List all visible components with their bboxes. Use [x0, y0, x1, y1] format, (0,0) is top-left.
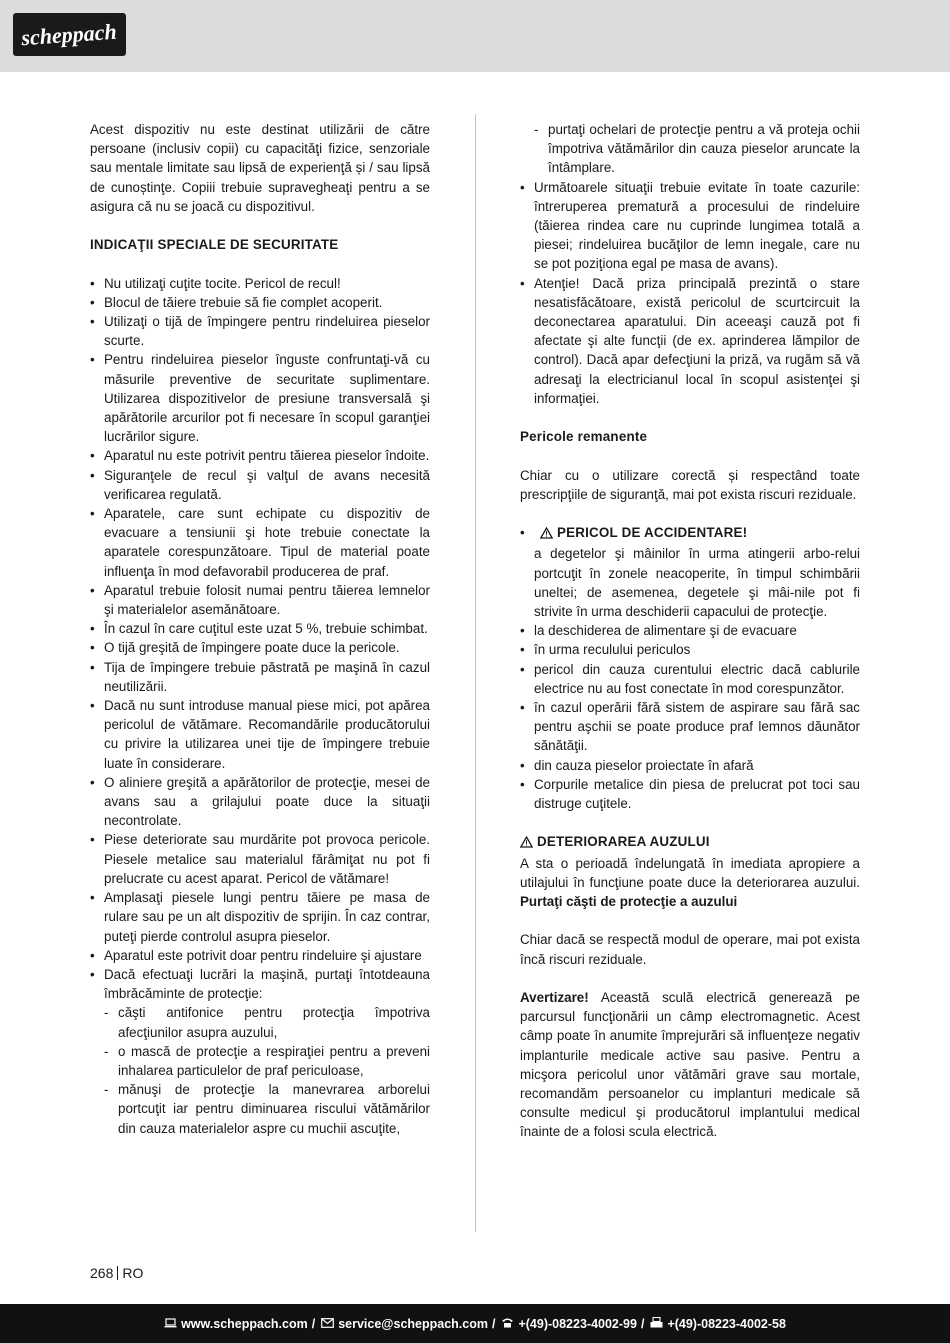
residual-intro: Chiar cu o utilizare corectă și respectând toate prescripţiile de siguranţă, mai pot exista riscuri reziduale. [520, 467, 860, 502]
list-item: • Corpurile metalice din piesa de prelucrat pot toci sau distruge cuţitele. [520, 775, 860, 813]
accident-item [520, 523, 860, 621]
footer-web-text[interactable]: www.scheppach.com [181, 1316, 308, 1331]
warning-triangle-icon [540, 525, 553, 544]
protective-gear-list-continued [520, 120, 860, 178]
brand-logo [13, 13, 126, 56]
warning-paragraph [520, 988, 860, 1142]
list-item: • O tijă greşită de împingere poate duce la pericole. [90, 638, 430, 657]
list-item: • Nu utilizaţi cuţite tocite. Pericol de recul! [90, 274, 430, 293]
list-item: • Aparatul trebuie folosit numai pentru tăierea lemnelor şi materialelor asemănătoare. [90, 581, 430, 619]
list-item: • Utilizaţi o tijă de împingere pentru rindeluirea pieselor scurte. [90, 312, 430, 350]
hearing-heading-line [520, 832, 860, 853]
hearing-heading: DETERIORAREA AUZULUI [537, 834, 710, 850]
sub-list-item: - mănuşi de protecţie la manevrarea arborelui portcuţit iar pentru diminuarea riscului vătămărilor din cauza materialelor aspre cu muchii ascuţite, [90, 1080, 430, 1138]
footer-fax [650, 1317, 786, 1331]
list-item: • Aparatul este potrivit doar pentru rindeluire şi ajustare [90, 946, 430, 965]
safety-list [90, 274, 430, 1004]
sub-list-item: - o mască de protecţie a respiraţiei pentru a preveni inhalarea particulelor de praf periculoase, [90, 1042, 430, 1080]
page-number [90, 1265, 143, 1281]
column-divider [475, 114, 476, 1232]
list-item: • Amplasaţi piesele lungi pentru tăiere pe masa de rulare sau pe un alt dispozitiv de sprijin. În caz contrar, puteţi pierde controlul asupra pieselor. [90, 888, 430, 946]
svg-text:scheppach: scheppach [20, 18, 118, 50]
list-item: • pericol din cauza curentului electric dacă cablurile electrice nu au fost conectate în mod corespunzător. [520, 660, 860, 698]
list-item: • Pentru rindeluirea pieselor înguste confruntaţi-vă cu măsurile preventive de securitate suplimentare. Utilizarea dispozitivelor de presiune transversală şi apărătorile arcurilor pot fi necesare în scopul garanţiei lucrărilor sigure. [90, 350, 430, 446]
list-item: • O aliniere greşită a apărătorilor de protecţie, mesei de avans sau a grilajului poate duce la situaţii necontrolate. [90, 773, 430, 831]
warning-text: Această sculă electrică generează pe parcursul funcţionării un câmp electromagnetic. Acest câmp poate în anumite împrejurări să influenţeze negativ implanturile medicale active sau pasive. Pentru a micşora pericolul unor vătămări grave sau mortale, recomandăm persoanelor cu implanturi medicale să consulte medicul şi producătorul implantului medical înainte de a folosi scula electrică. [520, 990, 860, 1140]
list-item: • Următoarele situaţii trebuie evitate în toate cazurile: întreruperea prematură a procesului de rindeluire (tăierea rindea care nu cuprinde lungimea totală a piesei; rindeluirea bucăţilor de lemn inegale, care nu se pot poziţiona egal pe masa de avans). [520, 178, 860, 274]
safety-list-continued [520, 178, 860, 408]
hearing-bold: Purtaţi căşti de protecţie a auzului [520, 894, 738, 910]
footer-phone-text[interactable]: +(49)-08223-4002-99 [518, 1316, 637, 1331]
accident-text: a degetelor şi mâinilor în urma atingerii arbo-relui portcuţit în zonele neacoperite, în timpul schimbării uneltei; de asemenea, degetele şi mâi-nile pot fi strivite în urma deschiderii capacului de protecţie. [534, 546, 860, 620]
page-number-separator [117, 1266, 118, 1280]
footer-email[interactable] [321, 1317, 488, 1331]
list-item: • Aparatele, care sunt echipate cu dispozitiv de evacuare a tensiunii şi hote trebuie conectate la aparatele corespunzătoare. Tipul de material poate influenţa în mod defavorabil producerea de praf. [90, 504, 430, 581]
list-item: • Dacă nu sunt introduse manual piese mici, pot apărea pericolul de vătămare. Recomandările producătorului cu privire la utilizarea unei tije de împingere trebuie luate în considerare. [90, 696, 430, 773]
hearing-paragraph [520, 854, 860, 912]
list-item: • Atenţie! Dacă priza principală prezintă o stare nesatisfăcătoare, există pericolul de scurtcircuit la deconectarea aparatului. Din aceeaşi cauză pot fi afectate şi alte funcţii (de ex. aprinderea lămpilor de control). Dacă apar defecţiuni la priză, va rugăm să vă adresaţi la electricianul local în scopul asistenţei şi informaţiei. [520, 274, 860, 408]
laptop-icon [164, 1317, 177, 1331]
protective-gear-list [90, 1003, 430, 1137]
warning-triangle-icon [520, 834, 533, 853]
footer-bar: www.scheppach.com / service@scheppach.com / +(49)-08223-4002-99 / +(49)-08223-4002-58 [0, 1304, 950, 1343]
intro-paragraph: Acest dispozitiv nu este destinat utilizării de către persoane (inclusiv copii) cu capacităţi fizice, senzoriale sau mentale limitate sau lipsă de experienţă și / sau lipsă de cunoștinţe. Copiii trebuie supravegheaţi pentru a se asigura că nu se joacă cu dispozitivul. [90, 122, 430, 214]
list-item: • din cauza pieselor proiectate în afară [520, 756, 860, 775]
list-item: • Aparatul nu este potrivit pentru tăierea pieselor îndoite. [90, 446, 430, 465]
brand-logo-mark [17, 18, 122, 52]
list-item: • Tija de împingere trebuie păstrată pe maşină în cazul neutilizării. [90, 658, 430, 696]
footer-fax-text: +(49)-08223-4002-58 [667, 1316, 786, 1331]
email-icon [321, 1317, 334, 1331]
list-item: • la deschiderea de alimentare şi de evacuare [520, 621, 860, 640]
footer-web[interactable] [164, 1317, 308, 1331]
sub-list-item: - căşti antifonice pentru protecţia împotriva afecţiunilor asupra auzului, [90, 1003, 430, 1041]
residual-note: Chiar dacă se respectă modul de operare, mai pot exista încă riscuri reziduale. [520, 932, 860, 967]
list-item: • în cazul operării fără sistem de aspirare sau fără sac pentru aşchii se poate produce praf lemnos dăunător sănătăţii. [520, 698, 860, 756]
footer-phone[interactable] [501, 1317, 637, 1331]
list-item: • Blocul de tăiere trebuie să fie complet acoperit. [90, 293, 430, 312]
section-heading-residual: Pericole remanente [520, 429, 648, 445]
list-item: • în urma reculului periculos [520, 640, 860, 659]
header-bar [0, 0, 950, 72]
list-item: • Piese deteriorate sau murdărite pot provoca pericole. Piesele metalice sau materialul fărâmiţat nu pot fi prelucrate cu acest aparat. Pericol de vătămare! [90, 830, 430, 888]
page-number-value: 268 [90, 1265, 114, 1281]
fax-icon [650, 1317, 663, 1331]
left-column [90, 120, 430, 1138]
accident-heading: PERICOL DE ACCIDENTARE! [557, 525, 748, 541]
warning-label: Avertizare! [520, 990, 589, 1006]
risk-list [520, 523, 860, 813]
right-column [520, 120, 860, 1142]
page-language: RO [122, 1265, 144, 1281]
footer-email-text[interactable]: service@scheppach.com [338, 1316, 488, 1331]
section-heading-safety: INDICAŢII SPECIALE DE SECURITATE [90, 237, 339, 253]
hearing-text: A sta o perioadă îndelungată în imediata apropiere a utilajului în funcţiune poate duce la deteriorarea auzului. [520, 855, 860, 890]
list-item: • Siguranţele de recul şi valţul de avans necesită verificarea regulată. [90, 466, 430, 504]
sub-list-item: - purtaţi ochelari de protecţie pentru a vă proteja ochii împotriva vătămărilor din cauza pieselor aruncate la întâmplare. [520, 120, 860, 178]
list-item: • În cazul în care cuţitul este uzat 5 %, trebuie schimbat. [90, 619, 430, 638]
list-item: • Dacă efectuaţi lucrări la maşină, purtaţi întotdeauna îmbrăcăminte de protecţie: [90, 965, 430, 1003]
phone-icon [501, 1317, 514, 1331]
